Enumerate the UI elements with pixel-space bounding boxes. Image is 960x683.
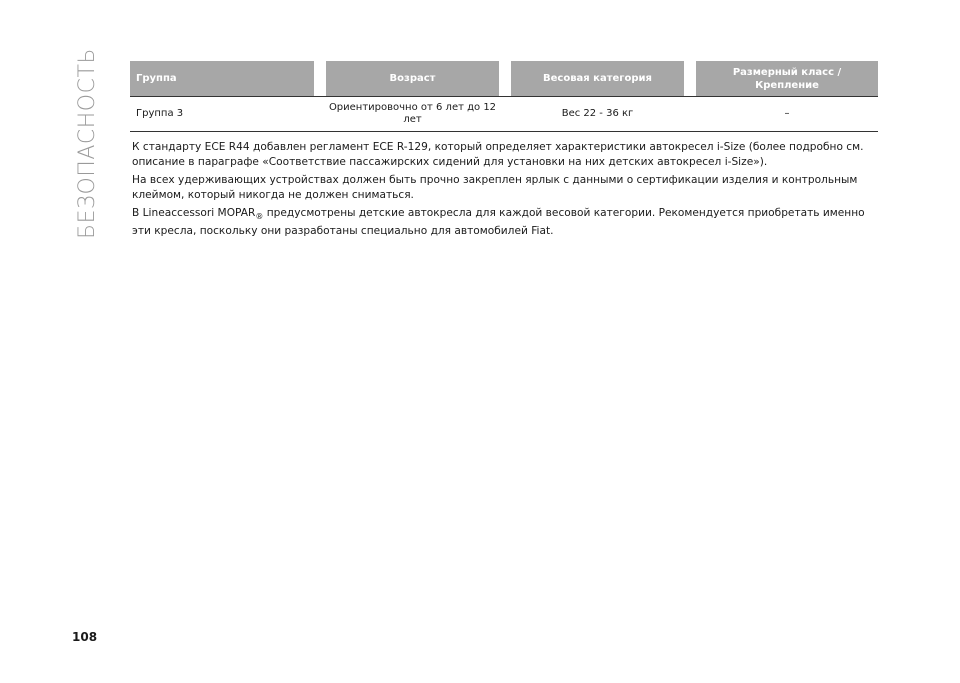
body-text [132, 140, 880, 242]
mopar-text-end: предусмотрены детские автокресла для каждой весовой категории. Рекомендуется приобретать именно эти кресла, поскольку они разработаны специально для автомобилей Fiat. [132, 207, 865, 237]
mopar-text-start: В Lineaccessori MOPAR [132, 207, 256, 219]
cell-age: Ориентировочно от 6 лет до 12 лет [328, 102, 497, 125]
paragraph-r129: К стандарту ECE R44 добавлен регламент ECE R-129, который определяет характеристики автокресел i-Size (более подробно см. описание в параграфе «Соответствие пассажирских сидений для установки на них детских автокресел i-Size»). [132, 141, 864, 168]
page-number: 108 [72, 630, 98, 644]
table-row [130, 97, 878, 131]
section-title [72, 48, 102, 238]
header-group: Группа [130, 61, 314, 96]
cell-size-class: – [784, 108, 790, 119]
cell-weight: Вес 22 - 36 кг [561, 108, 634, 119]
table-header [130, 61, 878, 96]
child-seat-table [130, 61, 878, 132]
section-title-text: БЕЗОПАСНОСТЬ [74, 47, 100, 239]
header-age: Возраст [326, 61, 499, 96]
registered-mark: ® [255, 212, 264, 221]
cell-group: Группа 3 [136, 108, 184, 119]
paragraph-label: На всех удерживающих устройствах должен быть прочно закреплен ярлык с данными о сертификации изделия и контрольным клеймом, который никогда не должен сниматься. [132, 174, 858, 201]
paragraph-mopar [132, 206, 880, 239]
header-size-class: Размерный класс / Крепление [696, 61, 878, 96]
header-weight-category: Весовая категория [511, 61, 684, 96]
row-divider [130, 131, 878, 132]
